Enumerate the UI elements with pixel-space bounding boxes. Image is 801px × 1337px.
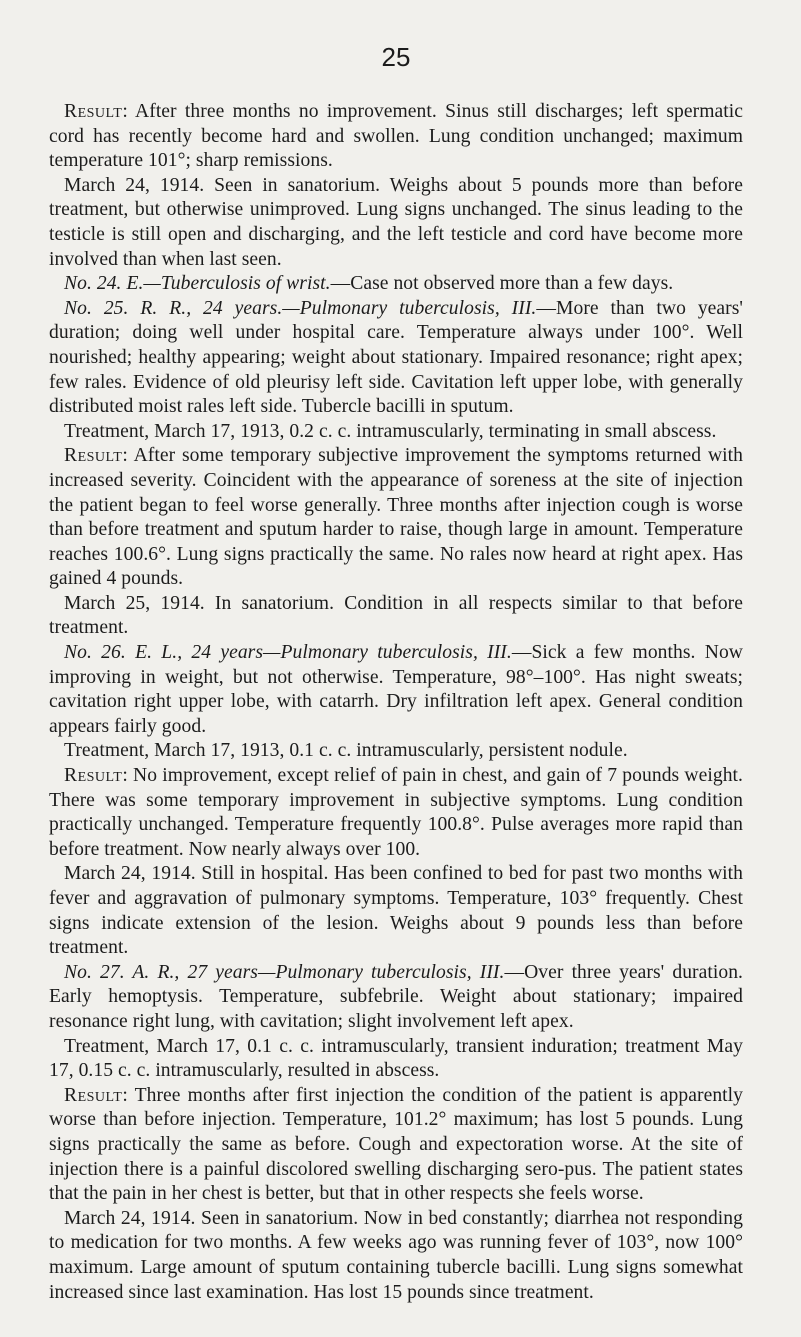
paragraph-treatment-case-26	[49, 739, 743, 764]
paragraph-text: March 24, 1914. Seen in sanatorium. Weighs about 5 pounds more than before treatment, but otherwise unimproved. Lung signs unchanged. The sinus leading to the testicle is still open and discharging, and the left testicle and cord have become more involved than when last seen.	[49, 174, 743, 270]
paragraph-text: March 24, 1914. Seen in sanatorium. Now in bed constantly; diarrhea not responding to medication for two months. A few weeks ago was running fever of 103°, now 100° maximum. Large amount of sputum containing tubercle bacilli. Lung signs somewhat increased since last examination. Has lost 15 pounds since treatment.	[49, 1207, 743, 1303]
paragraph-result-case-25	[49, 444, 743, 592]
paragraph-followup-case-23	[49, 174, 743, 272]
case-heading: No. 25. R. R., 24 years.—Pulmonary tuberculosis, III.	[64, 297, 537, 319]
page-number: 25	[381, 42, 411, 72]
paragraph-result-case-27	[49, 1084, 743, 1207]
paragraph-text: March 25, 1914. In sanatorium. Condition in all respects similar to that before treatment.	[49, 592, 743, 639]
paragraph-case-26	[49, 641, 743, 739]
paragraph-text: : No improvement, except relief of pain in chest, and gain of 7 pounds weight. There was some temporary improvement in subjective symptoms. Lung condition practically unchanged. Temperature frequently 100.8°. Pulse averages more rapid than before treatment. Now nearly always over 100.	[49, 765, 743, 860]
paragraph-text: —Over three years' duration. Early hemoptysis. Temperature, subfebrile. Weight about stationary; impaired resonance right lung, with cavitation; slight involvement left apex.	[49, 961, 743, 1032]
paragraph-text: : Three months after first injection the condition of the patient is apparently worse than before injection. Temperature, 101.2° maximum; has lost 5 pounds. Lung signs practically the same as before. Cough and expectoration worse. At the site of injection there is a painful discolored swelling discharging sero-pus. The patient states that the pain in her chest is better, but that in other respects she feels worse.	[49, 1084, 743, 1205]
case-heading: No. 24. E.—Tuberculosis of wrist.	[64, 273, 331, 295]
paragraph-case-25	[49, 297, 743, 420]
paragraph-treatment-case-25	[49, 420, 743, 445]
paragraph-text: : After some temporary subjective improvement the symptoms returned with increased severity. Coincident with the appearance of soreness at the site of injection the patient began to feel worse generally. Three months after injection cough is worse than before treatment and sputum harder to raise, though large in amount. Temperature reaches 100.6°. Lung signs practically the same. No rales now heard at right apex. Has gained 4 pounds.	[49, 445, 743, 590]
paragraph-text: Treatment, March 17, 1913, 0.1 c. c. intramuscularly, persistent nodule.	[64, 740, 628, 762]
case-heading: No. 26. E. L., 24 years—Pulmonary tuberculosis, III.	[64, 642, 512, 664]
paragraph-text: —Case not observed more than a few days.	[330, 273, 674, 295]
result-label: Result	[64, 101, 123, 122]
paragraph-followup-case-26	[49, 862, 743, 960]
paragraph-result-case-23	[49, 100, 743, 174]
paragraph-treatment-case-27	[49, 1035, 743, 1084]
paragraph-text: Treatment, March 17, 1913, 0.2 c. c. intramuscularly, terminating in small abscess.	[64, 420, 717, 442]
result-label: Result	[64, 1084, 123, 1106]
paragraph-text: March 24, 1914. Still in hospital. Has been confined to bed for past two months with fever and aggravation of pulmonary symptoms. Temperature, 103° frequently. Chest signs indicate extension of the lesion. Weighs about 9 pounds less than before treatment.	[49, 863, 743, 959]
paragraph-text: —Sick a few months. Now improving in weight, but not otherwise. Temperature, 98°–100°. Has night sweats; cavitation right upper lobe, with catarrh. Dry infiltration left apex. General condition appears fairly good.	[49, 642, 743, 737]
paragraph-followup-case-25	[49, 592, 743, 641]
paragraph-text: : After three months no improvement. Sinus still discharges; left spermatic cord has recently become hard and swollen. Lung condition unchanged; maximum temperature 101°; sharp remissions.	[49, 101, 743, 172]
paragraph-followup-case-27	[49, 1207, 743, 1305]
case-heading: No. 27. A. R., 27 years—Pulmonary tuberculosis, III.	[64, 961, 505, 983]
paragraph-case-27	[49, 961, 743, 1035]
result-label: Result	[64, 445, 123, 467]
paragraph-text: —More than two years' duration; doing well under hospital care. Temperature always under 100°. Well nourished; healthy appearing; weight about stationary. Impaired resonance; right apex; few rales. Evidence of old pleurisy left side. Cavitation left upper lobe, with generally distributed moist rales left side. Tubercle bacilli in sputum.	[49, 297, 743, 418]
paragraph-result-case-26	[49, 764, 743, 862]
result-label: Result	[64, 765, 123, 787]
paragraph-text: Treatment, March 17, 0.1 c. c. intramuscularly, transient induration; treatment May 17, 0.15 c. c. intramuscularly, resulted in abscess.	[49, 1035, 743, 1082]
paragraph-case-24	[49, 272, 743, 297]
